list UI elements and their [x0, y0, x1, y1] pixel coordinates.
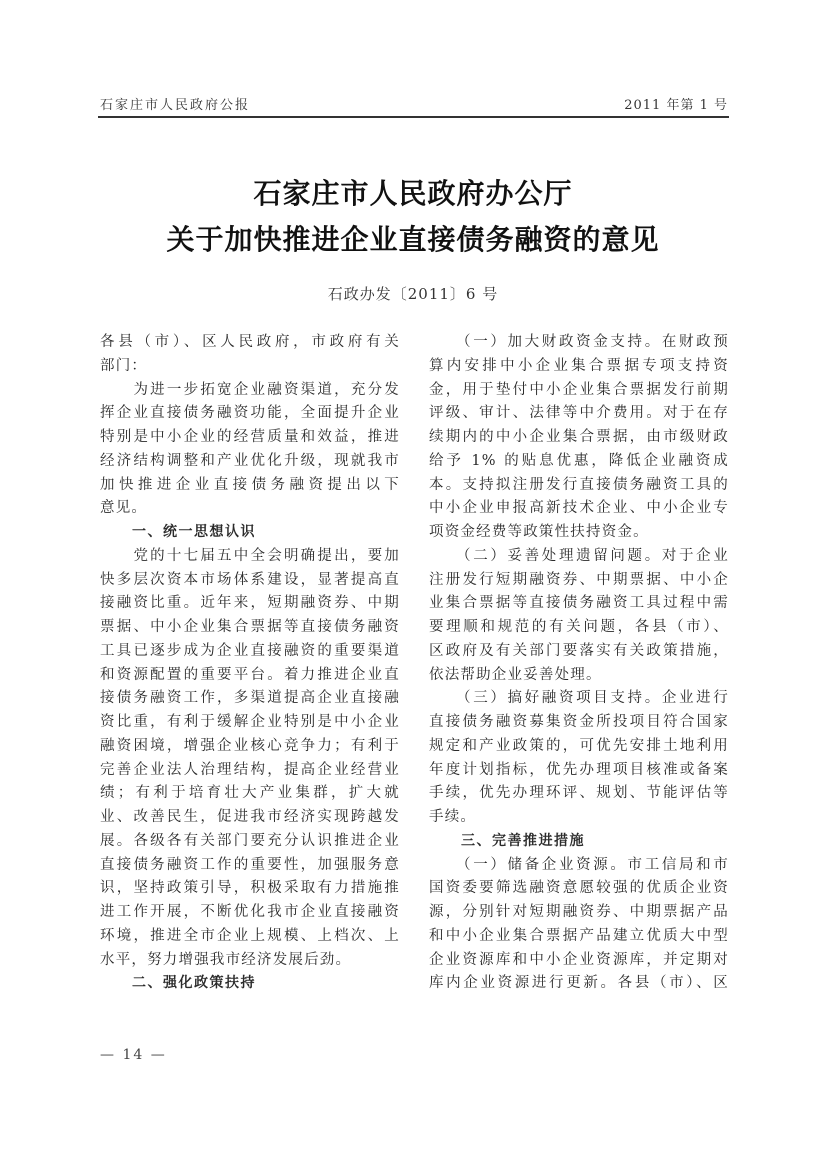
text-line: 要理顺和规范的有关问题，各县（市）、 — [429, 619, 729, 635]
page-number: — 14 — — [100, 1047, 167, 1063]
document-number: 石政办发〔2011〕6 号 — [327, 285, 499, 303]
section-heading: 三、完善推进措施 — [461, 832, 585, 849]
text-line: （三）搞好融资项目支持。企业进行 — [429, 690, 729, 707]
issue-number: 2011 年第 1 号 — [624, 98, 728, 113]
text-line: 和中小企业集合票据产品建立优质大中型 — [429, 927, 729, 944]
text-line: 意见。 — [100, 500, 148, 517]
text-line: 算内安排中小企业集合票据专项支持资 — [429, 357, 729, 374]
text-line: 源，分别针对短期融资券、中期票据产品 — [429, 904, 729, 920]
text-line: 企业资源库和中小企业资源库，并定期对 — [429, 951, 729, 968]
publication-name: 石家庄市人民政府公报 — [100, 98, 251, 113]
text-line: 党的十七届五中全会明确提出，要加 — [100, 547, 400, 564]
left-text-column — [100, 331, 400, 996]
text-line: 完善企业法人治理结构，提高企业经营业 — [100, 761, 400, 778]
text-line: 注册发行短期融资券、中期票据、中小企 — [429, 571, 729, 588]
text-line: 区政府及有关部门要落实有关政策措施， — [429, 642, 729, 659]
text-line: 中小企业申报高新技术企业、中小企业专 — [429, 500, 729, 517]
text-line: 接融资比重。近年来，短期融资券、中期 — [100, 595, 400, 612]
text-line: 给予 1% 的贴息优惠，降低企业融资成 — [429, 452, 729, 469]
text-line: 展。各级各有关部门要充分认识推进企业 — [100, 832, 400, 849]
text-line: 进工作开展，不断优化我市企业直接融资 — [100, 904, 400, 920]
text-line: 项资金经费等政策性扶持资金。 — [429, 524, 649, 540]
text-line: 绩；有利于培育壮大产业集群，扩大就 — [100, 785, 400, 802]
text-line: 年度计划指标，优先办理项目核准或备案 — [429, 761, 729, 778]
text-line: 环境，推进全市企业上规模、上档次、上 — [100, 927, 400, 944]
text-line: 国资委要筛选融资意愿较强的优质企业资 — [429, 880, 729, 897]
text-line: （一）储备企业资源。市工信局和市 — [429, 856, 729, 873]
text-line: 经济结构调整和产业优化升级，现就我市 — [100, 452, 400, 469]
text-line: 加快推进企业直接债务融资提出以下 — [100, 476, 400, 493]
text-line: 依法帮助企业妥善处理。 — [429, 666, 602, 683]
text-line: 手续，优先办理环评、规划、节能评估等 — [429, 785, 729, 802]
right-text-column — [429, 331, 729, 996]
text-line: 业、改善民生，促进我市经济实现跨越发 — [100, 809, 400, 825]
section-heading: 一、统一思想认识 — [132, 524, 256, 540]
text-line: 规定和产业政策的，可优先安排土地利用 — [429, 737, 729, 754]
section-heading: 二、强化政策扶持 — [132, 975, 256, 992]
text-line: 票据、中小企业集合票据等直接债务融资 — [100, 619, 400, 635]
document-title-line-2: 关于加快推进企业直接债务融资的意见 — [166, 223, 660, 256]
text-line: 各县（市）、区人民政府，市政府有关 — [100, 334, 400, 350]
text-line: 续期内的中小企业集合票据，由市级财政 — [429, 429, 729, 445]
text-line: 评级、审计、法律等中介费用。对于在存 — [429, 405, 729, 422]
text-line: 资比重，有利于缓解企业特别是中小企业 — [100, 714, 400, 730]
text-line: 快多层次资本市场体系建设，显著提高直 — [100, 571, 400, 588]
text-line: （二）妥善处理遗留问题。对于企业 — [429, 547, 729, 564]
text-line: 工具已逐步成为企业直接融资的重要渠道 — [100, 642, 400, 659]
text-line: 水平，努力增强我市经济发展后劲。 — [100, 951, 352, 968]
text-line: 识，坚持政策引导，积极采取有力措施推 — [100, 880, 400, 897]
document-title-line-1: 石家庄市人民政府办公厅 — [253, 177, 573, 210]
text-line: 库内企业资源进行更新。各县（市）、区 — [429, 975, 729, 992]
text-line: 为进一步拓宽企业融资渠道，充分发 — [100, 381, 400, 398]
text-line: 业集合票据等直接债务融资工具过程中需 — [429, 595, 729, 612]
text-line: 部门： — [100, 357, 148, 374]
text-line: 融资困境，增强企业核心竞争力；有利于 — [100, 737, 400, 754]
text-line: 挥企业直接债务融资功能，全面提升企业 — [100, 405, 400, 422]
text-line: 直接债务融资募集资金所投项目符合国家 — [429, 714, 729, 730]
text-line: 特别是中小企业的经营质量和效益，推进 — [100, 429, 400, 445]
text-line: 和资源配置的重要平台。着力推进企业直 — [100, 666, 400, 683]
text-line: 接债务融资工作，多渠道提高企业直接融 — [100, 690, 400, 707]
text-line: 直接债务融资工作的重要性，加强服务意 — [100, 856, 400, 873]
header-divider — [98, 116, 729, 118]
running-header — [98, 94, 728, 116]
text-line: 金，用于垫付中小企业集合票据发行前期 — [429, 381, 729, 398]
text-line: 本。支持拟注册发行直接债务融资工具的 — [429, 476, 729, 493]
text-line: 手续。 — [429, 809, 477, 825]
text-line: （一）加大财政资金支持。在财政预 — [429, 334, 729, 350]
